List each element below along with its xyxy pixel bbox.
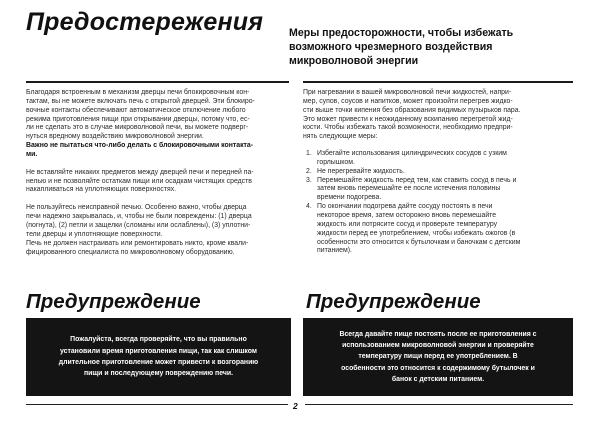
list-item <box>303 177 573 204</box>
text-line: печи надежно закрывалась, и, чтобы не были повреждены: (1) дверца <box>26 213 252 221</box>
footer-divider-right <box>305 404 573 405</box>
subtitle-line: возможного чрезмерного воздействия <box>289 41 493 53</box>
header-divider-left <box>26 81 289 83</box>
text-line: нуться вредному воздействию микроволновой энергии. <box>26 133 204 141</box>
precautions-list <box>303 150 573 256</box>
text-line: Это может привести к неожиданному вскипанию перегретой жид- <box>303 115 513 123</box>
item-line: жидкость или потрясите сосуд и проверьте температуру <box>317 220 498 228</box>
list-item <box>303 203 573 256</box>
header-divider-right <box>303 81 573 83</box>
item-line: затем вновь перемешайте ее после истечения половины <box>317 185 501 193</box>
text-line: мер, супов, соусов и напитков, может произойти перегрев жидко- <box>303 97 513 105</box>
text-line: Печь не должен настраивать или ремонтировать никто, кроме квали- <box>26 239 249 247</box>
text-line: Не пользуйтесь неисправной печью. Особенно важно, чтобы дверца <box>26 204 247 212</box>
list-item <box>303 168 573 177</box>
warning-line: температуру пищи перед ее употреблением. В <box>358 353 518 361</box>
section-subtitle <box>289 26 579 68</box>
warning-box-right <box>303 318 573 396</box>
text-line: фицированного специалиста по микроволновому оборудованию. <box>26 248 235 256</box>
item-number: 1. <box>306 150 312 158</box>
warning-line: использованием микроволновой энергии и проверяйте <box>342 342 534 350</box>
item-number: 4. <box>306 203 312 211</box>
warning-box-left <box>26 318 291 396</box>
warning-heading-right: Предупреждение <box>306 290 481 313</box>
important-note: Важно не пытаться что-либо делать с блокировочными контакта- <box>26 142 254 150</box>
item-line: времени подогрева. <box>317 194 382 202</box>
warning-line: длительное приготовление может привести к возгоранию <box>58 359 259 366</box>
text-line: сти выше точки кипения без образования видимых пузырьков пара. <box>303 106 521 114</box>
text-line: вочные контакты обеспечивают автоматическое отключение любого <box>26 106 246 114</box>
text-line: тактам, вы не можете включать печь с открытой дверцей. Эти блокиро- <box>26 97 255 105</box>
item-line: жидкости перед ее употреблением, чтобы избежать ожогов (в <box>317 229 516 237</box>
text-line: накапливаться на уплотняющих поверхностях. <box>26 186 177 194</box>
text-line: ли не сделать это в случае микроволновой печи, вы можете подверг- <box>26 124 249 132</box>
text-line: нять следующие меры: <box>303 133 378 141</box>
item-number: 3. <box>306 176 312 184</box>
important-note: ми. <box>26 150 38 158</box>
warning-heading-left: Предупреждение <box>26 290 201 313</box>
item-number: 2. <box>306 167 312 175</box>
text-line: При нагревании в вашей микроволновой печи жидкостей, напри- <box>303 89 512 96</box>
footer-divider-left <box>26 404 288 405</box>
text-line: нелью и не позволяйте остаткам пищи или осадкам чистящих средств <box>26 177 252 185</box>
text-line: Не вставляйте никаких предметов между дверцей печи и передней па- <box>26 168 254 176</box>
warning-line: Всегда давайте пище постоять после ее приготовления с <box>339 330 537 338</box>
item-line: горлышком. <box>317 158 355 166</box>
text-line: кости. Чтобы избежать такой возможности, необходимо предпри- <box>303 124 513 132</box>
warning-line: пищи и последующему повреждению печи. <box>83 370 234 378</box>
item-line: По окончании подогрева дайте сосуду постоять в печи <box>317 203 493 211</box>
item-line: Не перегревайте жидкость. <box>317 167 405 175</box>
text-line: тели дверцы и уплотняющие поверхности. <box>26 230 163 238</box>
warning-line: банок с детским питанием. <box>391 375 485 383</box>
item-line: некоторое время, затем осторожно вновь перемешайте <box>317 211 497 219</box>
text-line: Благодаря встроенным в механизм дверцы печи блокировочным кон- <box>26 89 250 96</box>
page-number: 2 <box>293 401 298 411</box>
text-line: режима приготовления пищи при открывании дверцы, потому что, ес- <box>26 115 250 123</box>
right-text-column <box>303 89 573 256</box>
list-item <box>303 150 573 168</box>
item-line: Избегайте использования цилиндрических сосудов с узким <box>317 150 507 158</box>
subtitle-line: Меры предосторожности, чтобы избежать <box>289 27 514 39</box>
warning-line: Пожалуйста, всегда проверяйте, что вы правильно <box>70 336 247 344</box>
left-text-column <box>26 89 291 257</box>
item-line: питанием). <box>317 247 352 255</box>
warning-line: установили время приготовления пищи, так как слишком <box>59 347 258 355</box>
item-line: Перемешайте жидкость перед тем, как ставить сосуд в печь и <box>317 176 517 184</box>
text-line: (погнута), (2) петли и защелки (сломаны или ослаблены), (3) уплотни- <box>26 221 251 229</box>
page-title: Предостережения <box>26 8 264 36</box>
warning-line: особенности это относится к содержимому бутылочек и <box>341 364 535 372</box>
item-line: особенности это относится к бутылочкам и баночкам с детским <box>317 238 521 246</box>
subtitle-line: микроволновой энергии <box>289 55 419 67</box>
